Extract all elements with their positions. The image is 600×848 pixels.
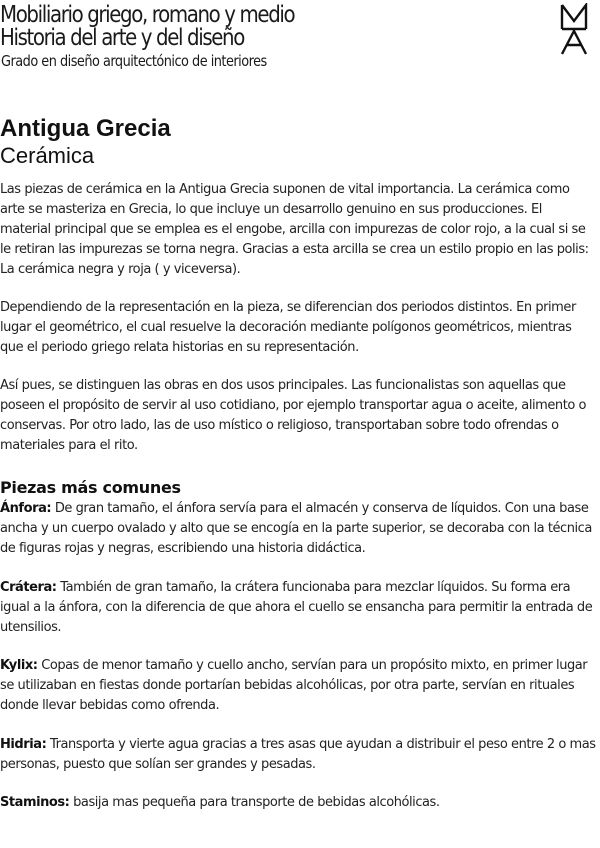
section-subtitle: Cerámica xyxy=(0,143,95,168)
piece-description: De gran tamaño, el ánfora servía para el almacén y conserva de líquidos. Con una base ancha y un cuerpo ovalado y alto que se encogía en la parte superior, se decoraba con la técnica de figuras rojas y negras, escribiendo una historia didáctica. xyxy=(0,501,592,556)
intro-paragraph: Las piezas de cerámica en la Antigua Grecia suponen de vital importancia. La cerámica como arte se masteriza en Grecia, lo que incluye un desarrollo genuino en sus producciones. El material principal que se emplea es el engobe, arcilla con impurezas de color rojo, a la cual si se le retiran las impurezas se torna negra. Gracias a esta arcilla se crea un estilo propio en las polis: La cerámica negra y roja ( y viceversa). xyxy=(0,182,589,277)
uses-paragraph: Así pues, se distinguen las obras en dos usos principales. Las funcionalistas son aquellas que poseen el propósito de servir al uso cotidiano, por ejemplo transportar agua o aceite, alimento o conservas. Por otro lado, las de uso místico o religioso, transportaban sobre todo ofrendas o materiales para el rito. xyxy=(0,378,587,453)
document-header xyxy=(0,2,540,70)
section-title: Antigua Grecia xyxy=(0,115,171,142)
course-subtitle: Grado en diseño arquitectónico de interiores xyxy=(1,52,267,70)
piece-term: Ánfora: xyxy=(0,501,52,516)
piece-item-hidria xyxy=(0,735,596,775)
piece-term: Crátera: xyxy=(0,580,57,595)
course-title-line2: Historia del arte y del diseño xyxy=(0,25,244,51)
piece-description: basija mas pequeña para transporte de bebidas alcohólicas. xyxy=(69,795,440,810)
pieces-heading: Piezas más comunes xyxy=(0,478,181,497)
piece-item-cratera xyxy=(0,578,596,638)
piece-description: Transporta y vierte agua gracias a tres asas que ayudan a distribuir el peso entre 2 o mas personas, puesto que solían ser grandes y pesadas. xyxy=(0,737,596,772)
course-title-line1: Mobiliario griego, romano y medio xyxy=(0,2,295,28)
ma-monogram-logo-icon xyxy=(560,3,588,56)
piece-item-kylix xyxy=(0,656,596,716)
piece-term: Kylix: xyxy=(0,658,38,673)
periods-paragraph: Dependiendo de la representación en la pieza, se diferencian dos periodos distintos. En primer lugar el geométrico, el cual resuelve la decoración mediante polígonos geométricos, mientras que el periodo griego relata historias en su representación. xyxy=(0,300,576,355)
piece-item-staminos xyxy=(0,793,596,813)
piece-term: Staminos: xyxy=(0,795,70,810)
piece-term: Hidria: xyxy=(0,737,47,752)
piece-description: También de gran tamaño, la crátera funcionaba para mezclar líquidos. Su forma era igual a la ánfora, con la diferencia de que ahora el cuello se ensancha para permitir la entrada de utensilios. xyxy=(0,580,593,635)
piece-item-anfora xyxy=(0,499,596,559)
piece-description: Copas de menor tamaño y cuello ancho, servían para un propósito mixto, en primer lugar se utilizaban en fiestas donde portarían bebidas alcohólicas, por otra parte, servían en rituales donde llevar bebidas como ofrenda. xyxy=(0,658,588,713)
